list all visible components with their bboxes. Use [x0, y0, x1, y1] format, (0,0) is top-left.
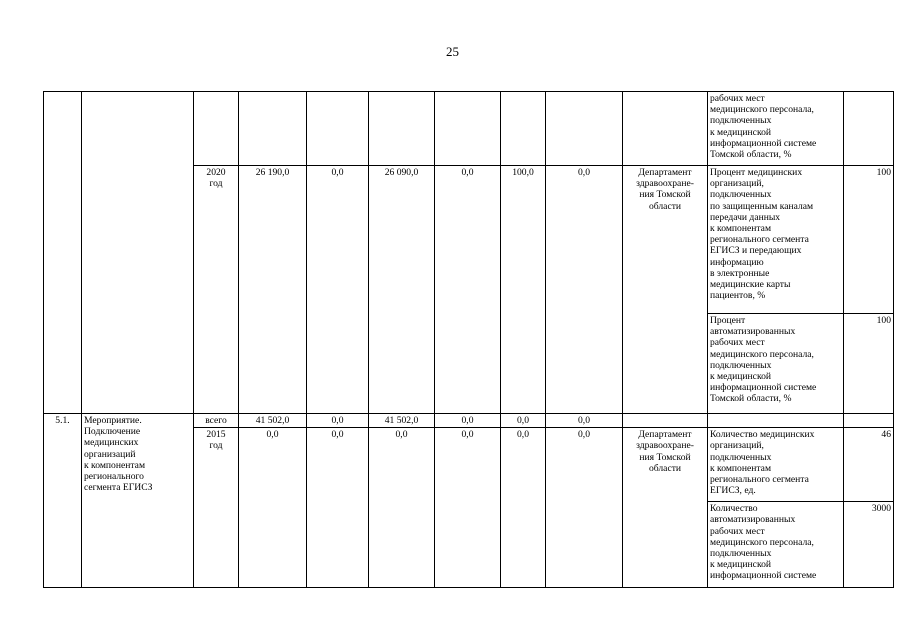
- executor-cell: [623, 414, 708, 428]
- federal-cell: 0,0: [307, 166, 369, 414]
- other-cell: [546, 92, 623, 166]
- regional-cell: 41 502,0: [369, 414, 435, 428]
- indicator-value-cell: [844, 92, 894, 166]
- total-cell: 0,0: [239, 428, 307, 588]
- total-cell: [239, 92, 307, 166]
- table-row: [44, 414, 894, 428]
- indicator-cell: Количество медицинских организаций, подключенных к компонентам регионального сегмента ЕГИСЗ, ед.: [708, 428, 844, 502]
- indicator-value-cell: 3000: [844, 502, 894, 588]
- page-number: 25: [446, 44, 459, 59]
- regional-cell: 26 090,0: [369, 166, 435, 414]
- indicator-value-cell: 46: [844, 428, 894, 502]
- tfoms-cell: 0,0: [501, 428, 546, 588]
- executor-cell: Департамент здравоохране- ния Томской области: [623, 166, 708, 414]
- indicator-value-cell: 100: [844, 314, 894, 414]
- indicator-cell: Процент автоматизированных рабочих мест медицинского персонала, подключенных к медицинской информационной системе Томской области, %: [708, 314, 844, 414]
- num-cell: [44, 92, 82, 414]
- other-cell: 0,0: [546, 166, 623, 414]
- indicator-value-cell: [844, 414, 894, 428]
- federal-cell: 0,0: [307, 428, 369, 588]
- executor-cell: [623, 92, 708, 166]
- indicator-cell: Количество автоматизированных рабочих мест медицинского персонала, подключенных к медицинской информационной системе: [708, 502, 844, 588]
- local-cell: 0,0: [435, 166, 501, 414]
- federal-cell: 0,0: [307, 414, 369, 428]
- local-cell: 0,0: [435, 428, 501, 588]
- program-table: [43, 91, 894, 588]
- regional-cell: [369, 92, 435, 166]
- total-cell: 26 190,0: [239, 166, 307, 414]
- indicator-cell: Процент медицинских организаций, подключенных по защищенным каналам передачи данных к компонентам регионального сегмента ЕГИСЗ и передающих информацию в электронные медицинские карты пациентов, %: [708, 166, 844, 314]
- num-cell: 5.1.: [44, 414, 82, 588]
- table-row: [44, 92, 894, 166]
- total-cell: 41 502,0: [239, 414, 307, 428]
- executor-cell: Департамент здравоохране- ния Томской области: [623, 428, 708, 588]
- indicator-cell: рабочих мест медицинского персонала, подключенных к медицинской информационной системе Томской области, %: [708, 92, 844, 166]
- tfoms-cell: 0,0: [501, 414, 546, 428]
- year-cell: 2020 год: [194, 166, 239, 414]
- other-cell: 0,0: [546, 428, 623, 588]
- other-cell: 0,0: [546, 414, 623, 428]
- year-cell: 2015 год: [194, 428, 239, 588]
- name-cell: [82, 92, 194, 414]
- tfoms-cell: 100,0: [501, 166, 546, 414]
- name-cell: Мероприятие. Подключение медицинских организаций к компонентам регионального сегмента ЕГИСЗ: [82, 414, 194, 588]
- indicator-cell: [708, 414, 844, 428]
- local-cell: 0,0: [435, 414, 501, 428]
- year-cell: всего: [194, 414, 239, 428]
- year-cell: [194, 92, 239, 166]
- regional-cell: 0,0: [369, 428, 435, 588]
- local-cell: [435, 92, 501, 166]
- indicator-value-cell: 100: [844, 166, 894, 314]
- federal-cell: [307, 92, 369, 166]
- tfoms-cell: [501, 92, 546, 166]
